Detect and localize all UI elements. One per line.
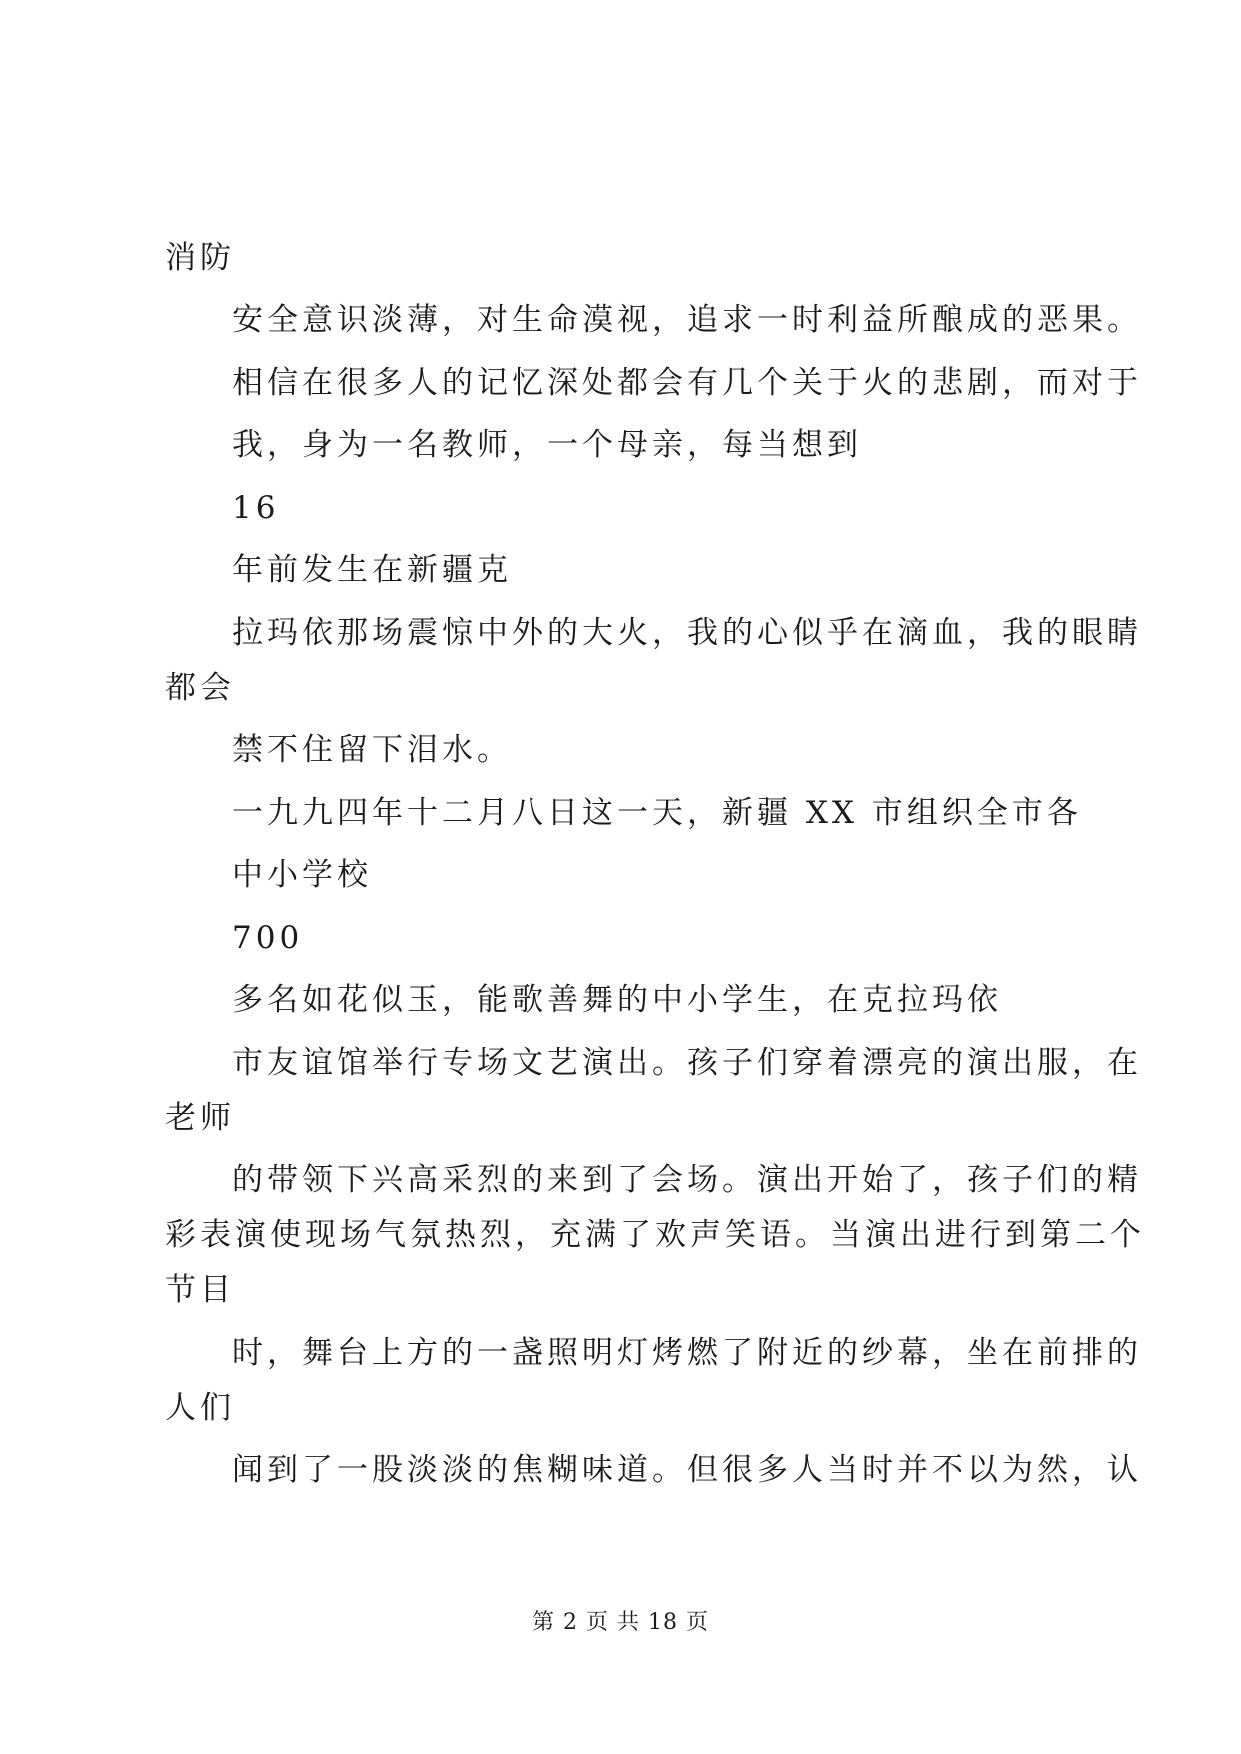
text-line: 安全意识淡薄，对生命漠视，追求一时利益所酿成的恶果。 [232,302,1142,338]
text-line: 我，身为一名教师，一个母亲，每当想到 [232,427,862,463]
text-line: 市友谊馆举行专场文艺演出。孩子们穿着漂亮的演出服，在 [232,1045,1142,1081]
text-line: 节目 [165,1272,235,1308]
text-line: 的带领下兴高采烈的来到了会场。演出开始了，孩子们的精 [232,1162,1142,1198]
text-line: 多名如花似玉，能歌善舞的中小学生，在克拉玛依 [232,982,1002,1018]
text-line: 拉玛依那场震惊中外的大火，我的心似乎在滴血，我的眼睛 [232,615,1142,651]
text-line: 老师 [165,1100,235,1136]
text-line: 禁不住留下泪水。 [232,732,512,768]
text-line: 都会 [165,670,235,706]
text-line: 相信在很多人的记忆深处都会有几个关于火的悲剧，而对于 [232,365,1142,401]
text-line: 年前发生在新疆克 [232,552,512,588]
text-line: 消防 [165,240,235,276]
text-line: 时，舞台上方的一盏照明灯烤燃了附近的纱幕，坐在前排的 [232,1335,1142,1371]
text-line: 彩表演使现场气氛热烈，充满了欢声笑语。当演出进行到第二个 [165,1217,1145,1253]
page-number-footer: 第 2 页 共 18 页 [532,1610,709,1635]
text-line: 人们 [165,1390,235,1426]
text-line: 16 [232,490,280,526]
text-line: 700 [232,920,304,956]
text-line: 中小学校 [232,857,372,893]
text-line: 一九九四年十二月八日这一天，新疆 XX 市组织全市各 [232,795,1082,831]
text-line: 闻到了一股淡淡的焦糊味道。但很多人当时并不以为然，认 [232,1452,1142,1488]
